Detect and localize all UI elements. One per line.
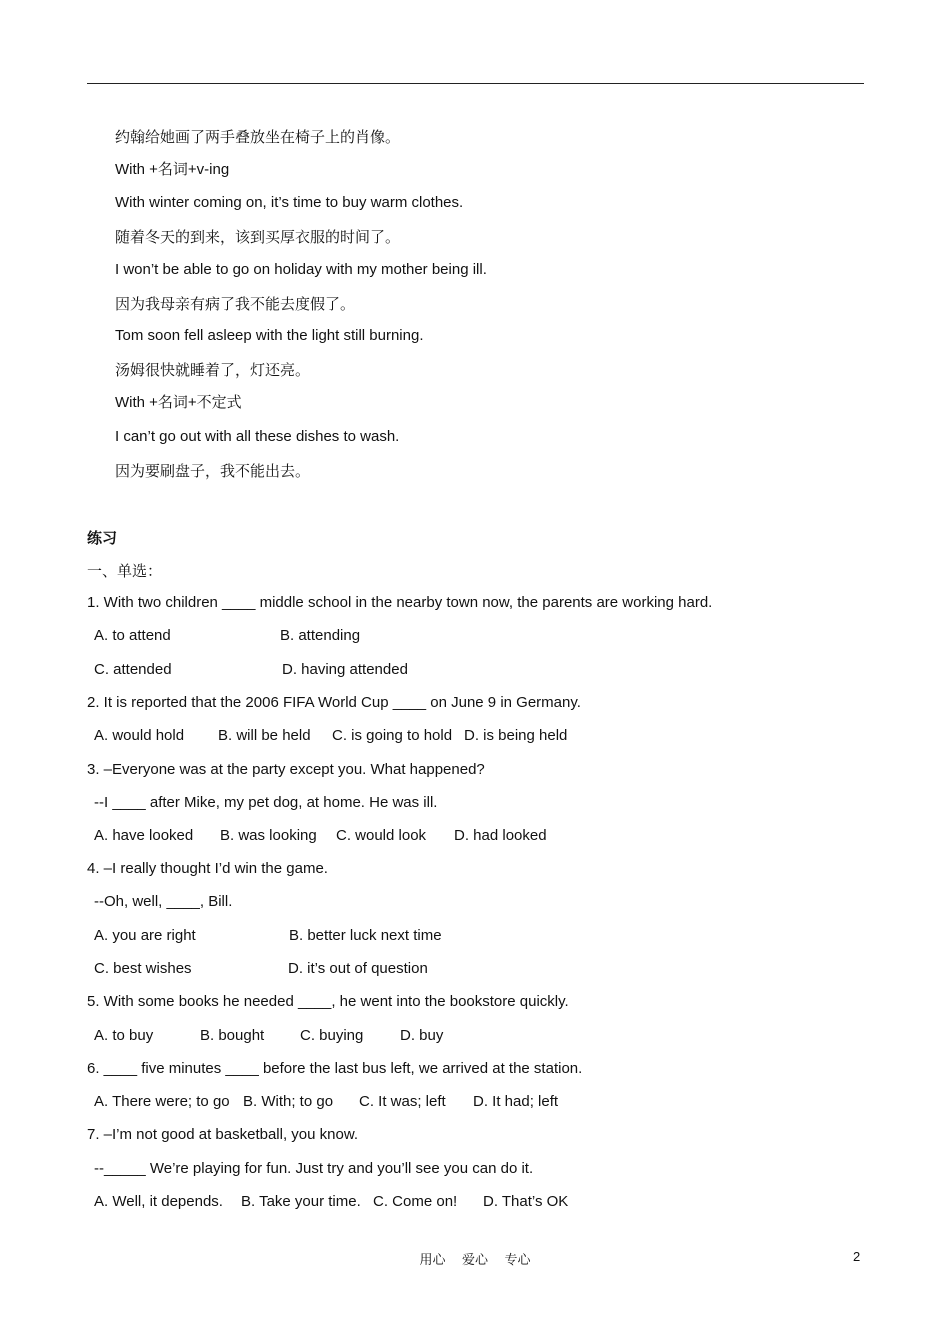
option: C. is going to hold [332,727,453,744]
example-line: 因为我母亲有病了我不能去度假了。 [115,295,356,313]
option: D. buy [400,1027,444,1044]
header-rule [87,83,864,84]
question-4: 4. –I really thought I’d win the game. [87,860,328,877]
option: B. was looking [220,827,317,844]
option: C. attended [94,661,172,678]
example-line: With winter coming on, it’s time to buy warm clothes. [115,194,464,211]
question-5: 5. With some books he needed ____, he went into the bookstore quickly. [87,993,569,1010]
option: A. have looked [94,827,194,844]
question-4-reply: --Oh, well, ____, Bill. [94,893,233,910]
question-6: 6. ____ five minutes ____ before the last bus left, we arrived at the station. [87,1060,583,1077]
question-1: 1. With two children ____ middle school in the nearby town now, the parents are working hard. [87,594,713,611]
option: B. better luck next time [289,927,442,944]
option: D. is being held [464,727,568,744]
option: A. you are right [94,927,196,944]
exercise-heading: 练习 [87,529,118,547]
option: B. With; to go [243,1093,334,1110]
question-2: 2. It is reported that the 2006 FIFA World Cup ____ on June 9 in Germany. [87,694,581,711]
option: A. to buy [94,1027,154,1044]
option: C. It was; left [359,1093,446,1110]
option: A. to attend [94,627,171,644]
option: C. best wishes [94,960,192,977]
option: D. having attended [282,661,408,678]
example-line: Tom soon fell asleep with the light still burning. [115,327,424,344]
example-line: With +名词+不定式 [115,394,242,411]
option: D. That’s OK [483,1193,569,1210]
example-line: 约翰给她画了两手叠放坐在椅子上的肖像。 [115,128,401,146]
example-line: I won’t be able to go on holiday with my mother being ill. [115,261,487,278]
option: B. Take your time. [241,1193,361,1210]
option: C. Come on! [373,1193,458,1210]
option: B. attending [280,627,361,644]
option: C. buying [300,1027,364,1044]
option: D. It had; left [473,1093,559,1110]
option: A. Well, it depends. [94,1193,223,1210]
option: A. There were; to go [94,1093,230,1110]
question-3-reply: --I ____ after Mike, my pet dog, at home. He was ill. [94,794,438,811]
footer-text: 用心 爱心 专心 [419,1253,531,1268]
option: C. would look [336,827,427,844]
example-line: I can’t go out with all these dishes to wash. [115,428,400,445]
option: B. will be held [218,727,311,744]
example-line: 汤姆很快就睡着了，灯还亮。 [115,361,311,379]
question-7: 7. –I’m not good at basketball, you know. [87,1126,359,1143]
example-line: With +名词+v-ing [115,161,230,178]
page-number: 2 [853,1249,861,1264]
section-title: 一、单选： [87,562,163,580]
option: B. bought [200,1027,265,1044]
option: D. had looked [454,827,547,844]
example-line: 随着冬天的到来，该到买厚衣服的时间了。 [115,228,401,246]
question-7-reply: --_____ We’re playing for fun. Just try and you’ll see you can do it. [94,1160,534,1177]
question-3: 3. –Everyone was at the party except you. What happened? [87,761,485,778]
option: A. would hold [94,727,185,744]
example-line: 因为要刷盘子，我不能出去。 [115,462,311,480]
option: D. it’s out of question [288,960,428,977]
